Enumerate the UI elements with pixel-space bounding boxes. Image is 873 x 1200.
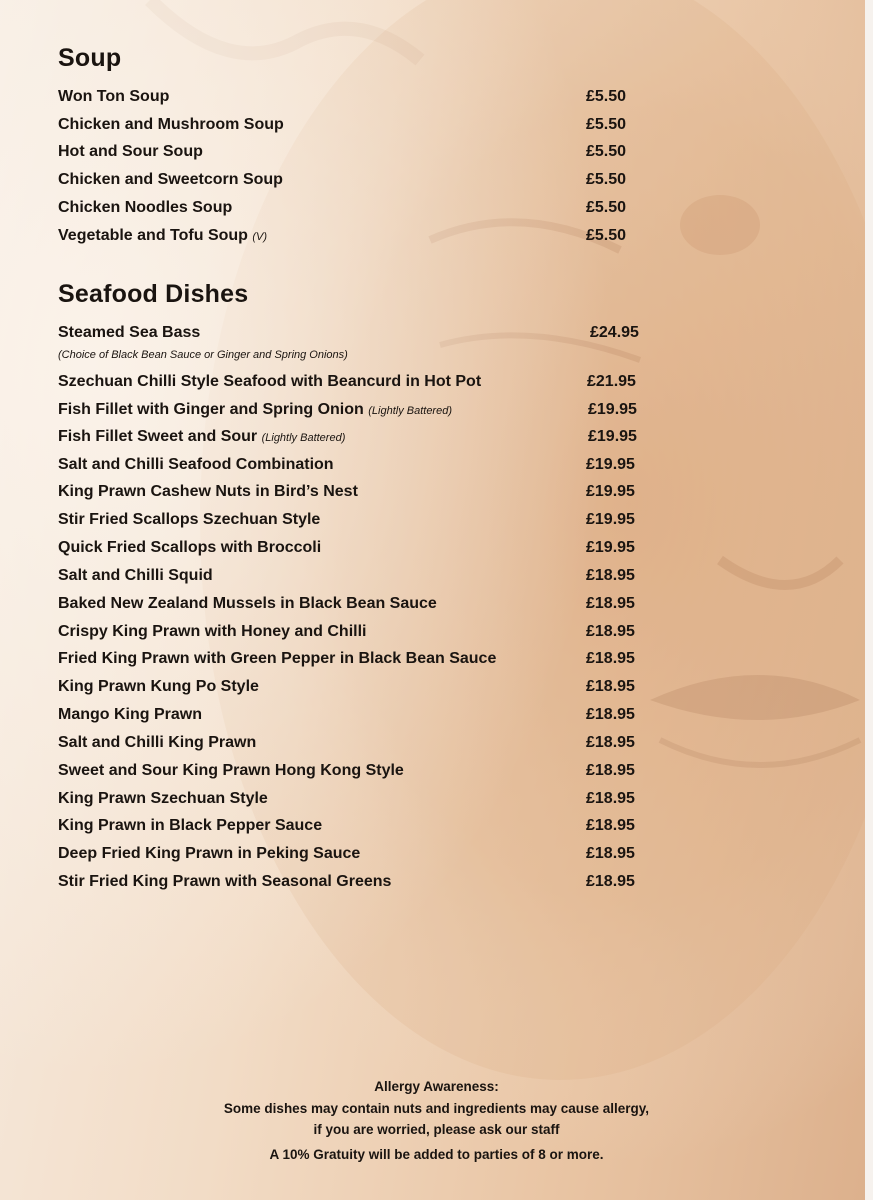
- item-price: £18.95: [586, 623, 635, 640]
- item-name-text: Hot and Sour Soup: [58, 143, 203, 160]
- item-name-text: Chicken and Sweetcorn Soup: [58, 171, 283, 188]
- item-price: £19.95: [586, 456, 635, 473]
- item-name: [58, 539, 321, 557]
- menu-item: [58, 650, 648, 672]
- item-price: £5.50: [586, 88, 627, 105]
- item-name: [58, 706, 202, 724]
- item-name: [58, 790, 268, 808]
- item-name-text: Deep Fried King Prawn in Peking Sauce: [58, 845, 361, 862]
- item-price: £18.95: [586, 706, 635, 723]
- item-price: £21.95: [587, 373, 636, 390]
- gratuity-note: A 10% Gratuity will be added to parties of 8 or more.: [269, 1146, 604, 1162]
- menu-item: [58, 567, 648, 589]
- allergy-title: Allergy Awareness:: [374, 1079, 499, 1094]
- item-name: [58, 324, 200, 342]
- item-name-text: King Prawn Szechuan Style: [58, 790, 268, 807]
- item-name: [58, 143, 203, 161]
- item-name: [58, 483, 358, 501]
- item-price: £18.95: [586, 734, 635, 751]
- menu-item: [58, 817, 648, 839]
- item-name: [58, 678, 259, 696]
- item-price: £19.95: [586, 483, 635, 500]
- item-name: [58, 623, 366, 641]
- item-description: (Choice of Black Bean Sauce or Ginger and Spring Onions): [58, 349, 348, 361]
- item-price: £19.95: [588, 428, 637, 445]
- item-price: £5.50: [586, 116, 627, 133]
- item-name: [58, 401, 452, 419]
- item-name: [58, 595, 437, 613]
- item-name-text: Fish Fillet with Ginger and Spring Onion: [58, 401, 364, 418]
- item-name: [58, 567, 213, 585]
- item-price: £5.50: [586, 143, 627, 160]
- item-name-text: Salt and Chilli Squid: [58, 567, 213, 584]
- item-name: [58, 199, 232, 217]
- menu-item: [58, 762, 648, 784]
- allergy-line-2: if you are worried, please ask our staff: [313, 1122, 560, 1137]
- item-price: £5.50: [586, 227, 627, 244]
- item-name: [58, 456, 334, 474]
- menu-item: [58, 227, 648, 249]
- menu-item: [58, 401, 648, 423]
- item-name: [58, 817, 322, 835]
- item-name-text: Chicken Noodles Soup: [58, 199, 233, 216]
- menu-item: [58, 428, 648, 450]
- item-name: [58, 88, 169, 106]
- item-name: [58, 428, 345, 446]
- item-name-text: Fried King Prawn with Green Pepper in Black Bean Sauce: [58, 650, 497, 667]
- item-name-text: King Prawn in Black Pepper Sauce: [58, 817, 323, 834]
- menu-item: [58, 143, 648, 165]
- soup-heading: Soup: [58, 44, 122, 72]
- item-price: £18.95: [586, 845, 635, 862]
- item-name-text: Szechuan Chilli Style Seafood with Beancurd in Hot Pot: [58, 373, 482, 390]
- menu-item: [58, 539, 648, 561]
- item-price: £5.50: [586, 171, 627, 188]
- allergy-footer: [0, 1076, 873, 1165]
- item-price: £18.95: [586, 567, 635, 584]
- menu-item: [58, 734, 648, 756]
- item-price: £18.95: [586, 678, 635, 695]
- menu-item: [58, 483, 648, 505]
- menu-item: [58, 324, 648, 346]
- item-name: [58, 845, 360, 863]
- menu-item: [58, 595, 648, 617]
- item-name-text: Salt and Chilli King Prawn: [58, 734, 257, 751]
- menu-item: [58, 171, 648, 193]
- allergy-line-1: Some dishes may contain nuts and ingredients may cause allergy,: [223, 1100, 650, 1116]
- item-price: £24.95: [590, 324, 639, 341]
- menu-item: [58, 623, 648, 645]
- item-note: (Lightly Battered): [261, 432, 346, 444]
- item-price: £18.95: [586, 817, 635, 834]
- item-price: £19.95: [588, 401, 637, 418]
- item-name-text: Fish Fillet Sweet and Sour: [58, 428, 258, 445]
- item-name-text: Quick Fried Scallops with Broccoli: [58, 539, 322, 556]
- item-name-text: King Prawn Cashew Nuts in Bird’s Nest: [58, 483, 358, 500]
- item-name-text: Crispy King Prawn with Honey and Chilli: [58, 623, 367, 640]
- menu-item: [58, 706, 648, 728]
- item-name-text: Sweet and Sour King Prawn Hong Kong Style: [58, 762, 404, 779]
- item-name-text: King Prawn Kung Po Style: [58, 678, 259, 695]
- item-name: [58, 227, 267, 245]
- menu-item: [58, 373, 648, 395]
- item-name-text: Stir Fried King Prawn with Seasonal Greens: [58, 873, 392, 890]
- item-name-text: Baked New Zealand Mussels in Black Bean Sauce: [58, 595, 437, 612]
- item-price: £18.95: [586, 595, 635, 612]
- item-name: [58, 873, 391, 891]
- menu-item: [58, 678, 648, 700]
- seafood-heading: Seafood Dishes: [58, 280, 249, 308]
- menu-item: [58, 845, 648, 867]
- item-name: [58, 373, 481, 391]
- item-name: [58, 171, 283, 189]
- item-price: £5.50: [586, 199, 627, 216]
- item-name: [58, 650, 496, 668]
- page-edge: [865, 0, 873, 1200]
- item-price: £19.95: [586, 539, 635, 556]
- item-name-text: Mango King Prawn: [58, 706, 202, 723]
- menu-item: [58, 116, 648, 138]
- item-name-text: Won Ton Soup: [58, 88, 170, 105]
- item-name-text: Steamed Sea Bass: [58, 324, 201, 341]
- menu-item: [58, 456, 648, 478]
- menu-item: [58, 511, 648, 533]
- item-name: [58, 762, 404, 780]
- item-price: £18.95: [586, 762, 635, 779]
- item-name: [58, 734, 256, 752]
- menu-item: [58, 88, 648, 110]
- item-name-text: Stir Fried Scallops Szechuan Style: [58, 511, 321, 528]
- item-name: [58, 116, 284, 134]
- item-note: (Lightly Battered): [368, 405, 452, 417]
- item-name-text: Chicken and Mushroom Soup: [58, 116, 284, 133]
- menu-item: [58, 790, 648, 812]
- menu-item: [58, 873, 648, 895]
- item-note: (V): [252, 231, 268, 243]
- item-name: [58, 511, 320, 529]
- item-price: £18.95: [586, 650, 635, 667]
- menu-item: [58, 199, 648, 221]
- item-price: £18.95: [586, 790, 635, 807]
- item-price: £19.95: [586, 511, 635, 528]
- item-price: £18.95: [586, 873, 635, 890]
- item-name-text: Salt and Chilli Seafood Combination: [58, 456, 334, 473]
- item-name-text: Vegetable and Tofu Soup: [58, 227, 248, 244]
